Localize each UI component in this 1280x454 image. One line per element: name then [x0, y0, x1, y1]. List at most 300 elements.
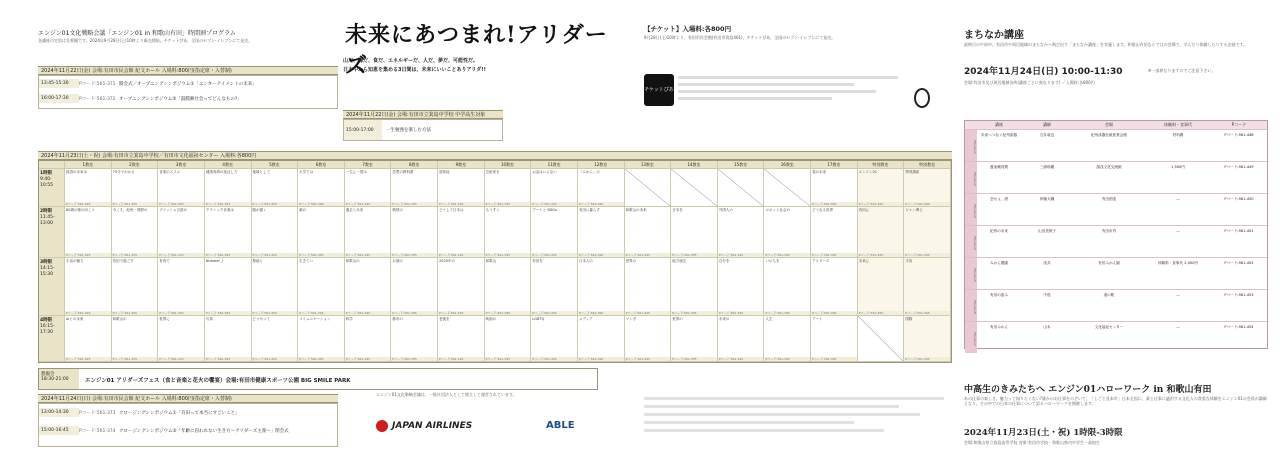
timetable-cell — [391, 207, 438, 258]
timetable-cell — [904, 169, 951, 207]
cell-course: 有田の恵み — [990, 293, 1008, 297]
cell-title: クラシック音楽は — [205, 208, 234, 212]
cell-teacher: 三浦瑠麗 — [1039, 165, 1055, 169]
tagline-1: 山だ、海だ、食だ、エネルギーだ、人だ、夢だ、可能性だ。 — [343, 58, 479, 64]
col-header: 体験料・食事代 — [1164, 122, 1192, 127]
cell-title: 老後を — [439, 317, 450, 321]
cell-title: 世界に — [159, 317, 170, 321]
cell-code: Pコード:561-395 — [391, 202, 437, 206]
party-label-cell — [39, 369, 79, 389]
cell-title: もうすぐ — [485, 208, 500, 212]
pia-logo: チケットぴあ — [644, 74, 674, 106]
cell-code: Pコード:561-453 — [1224, 293, 1254, 297]
cell-code: Pコード:561-395 — [485, 357, 531, 361]
table-row — [965, 129, 1267, 161]
cell-title: 都市の — [392, 317, 403, 321]
period-label: 2時限 — [40, 209, 53, 214]
student-time: 15:00-17:00 — [344, 120, 382, 140]
timetable-cell — [531, 316, 578, 362]
jal-text: JAPAN AIRLINES — [392, 421, 473, 431]
cell-code: Pコード:561-395 — [438, 202, 484, 206]
cell-title: 「みかん」の — [578, 170, 600, 174]
cell-code: Pコード:561-448 — [1224, 133, 1254, 137]
cell-title: 人生 — [765, 317, 773, 321]
cell-title: 世界の — [625, 259, 637, 263]
student-session — [343, 119, 503, 141]
cell-code: Pコード:561-395 — [391, 357, 437, 361]
room-header: 4教室 — [205, 161, 252, 169]
cell-title: 健康寿命の延ばし方 — [205, 170, 238, 174]
cell-title: エンジン01 — [858, 170, 878, 174]
timetable-cell — [764, 258, 811, 316]
cell-fee: — — [1176, 293, 1180, 297]
cell-venue: 文化福祉センター — [1094, 325, 1124, 329]
cell-title: 有田で過ごす — [112, 259, 134, 263]
event-logo: 未来にあつまれ!アリダーズ — [345, 22, 608, 79]
period-time: 11:45-13:00 — [40, 215, 55, 226]
session-time: 13:45-15:30 — [39, 79, 79, 88]
hellowork-title: 中高生のきみたちへ エンジン01ハローワーク in 和歌山有田 — [964, 385, 1212, 395]
cell-title: 国際 — [905, 317, 913, 321]
timetable-cell — [65, 169, 112, 207]
cell-title: 音楽のススメ — [159, 170, 181, 174]
timetable-grid — [38, 160, 952, 363]
timetable-cell — [252, 316, 299, 362]
cell-code: Pコード:561-395 — [718, 253, 764, 257]
room-header: 9教室 — [438, 161, 485, 169]
timetable-cell — [205, 169, 252, 207]
cell-title: アートと SDGs — [532, 208, 557, 212]
cell-title: 未来に — [858, 259, 870, 263]
timetable-cell — [158, 258, 205, 316]
timetable-cell — [485, 207, 532, 258]
machinaka-title: まちなか講座 — [964, 30, 1024, 41]
timetable-cell — [858, 258, 905, 316]
cell-code: Pコード:561-395 — [345, 253, 391, 257]
cell-teacher: 山本 — [1043, 325, 1051, 329]
cell-code: Pコード:561-395 — [112, 253, 158, 257]
cell-course: 醤油蔵再興 — [990, 165, 1008, 169]
timetable-cell — [65, 207, 112, 258]
timetable-cell — [158, 316, 205, 362]
ticket-details — [678, 72, 898, 122]
cell-code: Pコード:561-395 — [65, 202, 111, 206]
organizer-block — [644, 392, 944, 444]
timetable-cell — [578, 258, 625, 316]
cell-title: 地域として — [252, 170, 271, 174]
cell-title: 80歳の壁の向こう — [66, 208, 95, 212]
cell-code: Pコード:561-395 — [65, 357, 111, 361]
timetable-cell — [205, 258, 252, 316]
cell-code: Pコード:561-395 — [158, 202, 204, 206]
timetable-cell — [345, 169, 392, 207]
timetable-cell — [158, 207, 205, 258]
timetable-cell — [578, 207, 625, 258]
timetable-cell — [438, 169, 485, 207]
cell-code: Pコード:561-395 — [578, 202, 624, 206]
cell-code: Pコード:561-395 — [65, 311, 111, 315]
cell-title: マンガ — [625, 317, 637, 321]
timetable-cell — [298, 258, 345, 316]
timetable-cell — [345, 258, 392, 316]
session-row — [39, 79, 337, 88]
cell-code: Pコード:561-395 — [904, 202, 950, 206]
col-header: Pコード — [1231, 122, 1247, 127]
jal-logo — [376, 420, 472, 432]
cell-title: どうやって — [252, 317, 271, 321]
cell-fee: 体験料・食事代 2,000円 — [1157, 261, 1199, 265]
cell-code: Pコード:561-395 — [578, 311, 624, 315]
cell-title: アート — [812, 317, 823, 321]
cell-title: アリダーズ — [812, 259, 830, 263]
room-header: 2教室 — [112, 161, 159, 169]
timetable-cell — [438, 207, 485, 258]
cell-code: Pコード:561-395 — [158, 253, 204, 257]
room-header: 11教室 — [531, 161, 578, 169]
cell-tag: まちなか5 — [965, 258, 977, 289]
cell-code: Pコード:561-395 — [298, 357, 344, 361]
cell-teacher: 中島 — [1043, 293, 1051, 297]
cell-code: Pコード:561-395 — [811, 253, 857, 257]
timetable-cell — [718, 169, 765, 207]
cell-code: Pコード:561-395 — [112, 202, 158, 206]
cell-code: Pコード:561-395 — [345, 202, 391, 206]
cell-code: Pコード:561-395 — [298, 253, 344, 257]
sponsor-note: エンジン01文化戦略会議は、一般社団法人として独立して運営されています。 — [376, 392, 517, 397]
timetable-cell — [764, 316, 811, 362]
col-header: 会場 — [1105, 122, 1113, 127]
room-header: 14教室 — [671, 161, 718, 169]
cell-title: 未来の — [718, 317, 730, 321]
cell-title: 芸術家を — [485, 170, 500, 174]
cell-venue: 道の駅 — [1103, 293, 1115, 297]
cell-code: Pコード:561-395 — [811, 311, 857, 315]
cell-teacher: 浅井 — [1043, 261, 1051, 265]
cell-fee: 材料費 — [1172, 133, 1184, 137]
crane-icon — [376, 420, 388, 432]
col-header: 講師 — [1043, 122, 1051, 127]
cell-title: 世界の — [672, 317, 683, 321]
cell-fee: — — [1176, 197, 1180, 201]
cell-title: ロボット社会の — [765, 208, 790, 212]
cell-title: 戦国の — [392, 208, 403, 212]
timetable-cell — [65, 258, 112, 316]
party-row — [38, 368, 598, 390]
room-header: 10教室 — [485, 161, 532, 169]
timetable-cell — [764, 207, 811, 258]
table-row — [965, 225, 1267, 257]
session-row — [39, 426, 337, 435]
session-code: Pコード:561-373 — [79, 410, 116, 416]
session-row — [39, 408, 337, 417]
room-header: 16教室 — [764, 161, 811, 169]
cell-course: 未来へつなぐ紀州漆器 — [981, 133, 1017, 137]
period-cell — [39, 258, 65, 316]
cell-title: 脳が描く — [252, 208, 267, 212]
period-cell — [39, 169, 65, 207]
cell-title: 大学では — [299, 170, 314, 174]
cell-title: 過去と未来 — [345, 208, 364, 212]
timetable-cell — [625, 258, 672, 316]
cell-code: Pコード:561-395 — [298, 202, 344, 206]
cell-title: AIとの未来 — [66, 317, 84, 321]
cell-code: Pコード:561-395 — [904, 311, 950, 315]
cell-code: Pコード:561-395 — [718, 311, 764, 315]
timetable-cell — [531, 169, 578, 207]
cell-code: Pコード:561-395 — [531, 202, 577, 206]
cell-code: Pコード:561-395 — [205, 202, 251, 206]
timetable-cell — [298, 207, 345, 258]
session-time: 13:00-14:30 — [39, 408, 79, 417]
session-title: クロージングシンポジウム①「有田って本当にすごいこと」 — [119, 410, 240, 416]
cell-title: 地方創生 — [672, 259, 687, 263]
timetable-cell — [671, 169, 718, 207]
student-title: 一生勉強を楽しむ方法 — [386, 128, 431, 133]
cell-title: お金はいらない — [532, 170, 557, 174]
period-time: 14:15-15:30 — [40, 266, 55, 277]
cell-title: 聖地と — [252, 259, 264, 263]
machinaka-venue: 会場:有田市及び周辺地域各所(講座ごとに異なります) ／入場料:各800円 — [964, 80, 1095, 85]
session-code: Pコード:561-371 — [79, 81, 116, 87]
cell-title: 有田を — [532, 259, 543, 263]
cell-teacher: 山田美保子 — [1038, 229, 1056, 233]
cell-title: 宇宙の魅力 — [66, 259, 84, 263]
program-title: エンジン01文化戦略会議「エンジン01 in 和歌山有田」時間割プログラム — [38, 30, 236, 37]
hellowork-text: あの仕事の楽しさ、魅力って知りたくない?誰かのお仕事をのぞいて、「しごと見本市」日本全国に、業と仕事に適用する文化人の貴重な体験をエンジン01の会員が講師となり、その中での日本の仕事について語るハローワークを開催します。 — [964, 396, 1267, 406]
cell-code: Pコード:561-395 — [531, 357, 577, 361]
able-logo: ABLE — [546, 420, 575, 431]
cell-title: 和歌山の未来 — [625, 208, 647, 212]
timetable-cell — [671, 207, 718, 258]
cell-code: Pコード:561-395 — [625, 357, 671, 361]
period-cell — [39, 207, 65, 258]
cell-title: 映画の — [485, 317, 497, 321]
timetable-cell — [112, 316, 159, 362]
cell-code: Pコード:561-395 — [112, 357, 158, 361]
student-band: 2024年11月22日(金) 会場:有田市立箕島中学校 中学高生対象 — [343, 110, 503, 119]
timetable-cell — [252, 258, 299, 316]
cell-code: Pコード:561-395 — [858, 311, 904, 315]
room-header: 17教室 — [811, 161, 858, 169]
ticket-text: 9月28日(土)10時より、有田市民会館(有田市箕島461)、チケットぴあ、全国のセブン-イレブンにて発売。 — [644, 35, 836, 40]
cell-code: Pコード:561-395 — [578, 253, 624, 257]
cell-title: 科学 — [345, 317, 353, 321]
cell-title: 薬の — [299, 208, 307, 212]
cell-title: 有田で — [159, 259, 170, 263]
cell-code: Pコード:561-395 — [112, 311, 158, 315]
cell-course: 有田みかん — [990, 325, 1008, 329]
cell-code: Pコード:561-395 — [718, 357, 764, 361]
machinaka-lead: 最終日の午前中、有田市や周辺地域のまちなかへ飛び出す「まちなか講座」を実施します。和歌山有田ならではの会場で、学んだり体験したりする企画です。 — [964, 42, 1248, 47]
table-row — [965, 321, 1267, 353]
timetable-cell — [858, 169, 905, 207]
cell-title: いのちを — [765, 259, 780, 263]
timetable-cell — [391, 316, 438, 362]
cell-code: Pコード:561-395 — [764, 311, 810, 315]
timetable-cell — [904, 207, 951, 258]
room-header: 8教室 — [391, 161, 438, 169]
cell-code: Pコード:561-395 — [671, 253, 717, 257]
machinaka-date: 2024年11月24日(日) 10:00-11:30 — [964, 67, 1123, 77]
cell-venue: 有田市内 — [1101, 229, 1117, 233]
hellowork-venue: 会場:和歌山県立箕島高等学校 対象:有田市学校・和歌山県内中学生・高校生 — [964, 440, 1100, 445]
date-note: ※一部異なりますのでご注意下さい。 — [1148, 68, 1216, 73]
cell-venue: 湯浅文化交流館 — [1096, 165, 1122, 169]
room-header: 6教室 — [298, 161, 345, 169]
cell-code: Pコード:561-452 — [1224, 261, 1254, 265]
timetable-cell — [485, 316, 532, 362]
machinaka-table — [964, 120, 1268, 349]
timetable-cell — [485, 169, 532, 207]
timetable-cell — [578, 316, 625, 362]
timetable-cell — [438, 258, 485, 316]
session-time: 16:00-17:30 — [39, 94, 79, 103]
cell-code: Pコード:561-451 — [1224, 229, 1254, 233]
cell-code: Pコード:561-395 — [252, 357, 298, 361]
timetable-cell — [578, 169, 625, 207]
cell-code: Pコード:561-395 — [391, 311, 437, 315]
cell-title: 宇宙 — [905, 259, 913, 263]
cell-code: Pコード:561-395 — [904, 357, 950, 361]
timetable-cell — [298, 169, 345, 207]
session-row — [39, 94, 337, 103]
cell-title: 一生に一度は — [345, 170, 367, 174]
cell-code: Pコード:561-395 — [764, 357, 810, 361]
cell-title: 春の未来 — [812, 170, 827, 174]
cell-code: Pコード:561-395 — [625, 311, 671, 315]
cell-title: どうして日本は — [439, 208, 464, 212]
col-header — [965, 121, 977, 129]
cell-code: Pコード:561-395 — [811, 357, 857, 361]
cell-code: Pコード:561-395 — [205, 311, 251, 315]
timetable-cell — [485, 258, 532, 316]
cell-title: 特別講座 — [905, 170, 920, 174]
cell-code: Pコード:561-395 — [671, 357, 717, 361]
cell-code: Pコード:561-449 — [1224, 165, 1254, 169]
room-header: 7教室 — [345, 161, 392, 169]
cell-code: Pコード:561-395 — [625, 253, 671, 257]
ticket-title: 【チケット】入場料:各800円 — [644, 25, 732, 33]
timetable-cell — [904, 258, 951, 316]
timetable-cell — [112, 169, 159, 207]
timetable-cell — [811, 207, 858, 258]
cell-title: 外国人の — [718, 208, 733, 212]
cell-title: 2025年の — [439, 259, 455, 263]
cell-title: 有田に — [858, 208, 870, 212]
timetable-cell — [858, 207, 905, 258]
program-note: 各講座の定員は先着順です。2024年9月28日(土)10時より販売開始。チケットぴあ、全国のセブン-イレブンにて発売。 — [38, 38, 253, 43]
cell-title: コミュニケーション — [299, 317, 331, 321]
cell-venue: 有田酒造 — [1101, 197, 1117, 201]
cell-code: Pコード:561-395 — [531, 311, 577, 315]
cell-code: Pコード:561-395 — [158, 311, 204, 315]
table-row — [965, 257, 1267, 289]
timetable-cell — [904, 316, 951, 362]
cell-code: Pコード:561-395 — [252, 202, 298, 206]
period-time: 16:15-17:30 — [40, 324, 55, 335]
party-label: 懇親会 — [41, 372, 55, 377]
cell-code: Pコード:561-395 — [158, 357, 204, 361]
cell-code: Pコード:561-395 — [764, 253, 810, 257]
cell-code: Pコード:561-395 — [345, 357, 391, 361]
timetable-cell — [205, 207, 252, 258]
table-row — [965, 161, 1267, 193]
nov24-sessions — [38, 403, 338, 447]
period-label: 1時限 — [40, 171, 53, 176]
timetable-cell — [112, 207, 159, 258]
timetable-cell — [718, 207, 765, 258]
timetable-cell — [625, 169, 672, 207]
timetable-cell — [764, 169, 811, 207]
cell-tag: まちなか1 — [965, 130, 977, 161]
room-header: 特別教室 — [904, 161, 951, 169]
cell-code: Pコード:561-395 — [205, 357, 251, 361]
cell-title: グリッシュ言語の — [159, 208, 188, 212]
timetable-cell — [671, 258, 718, 316]
cell-code: Pコード:561-395 — [485, 311, 531, 315]
cell-code: Pコード:561-395 — [531, 253, 577, 257]
timetable-cell — [345, 316, 392, 362]
cell-fee: — — [1176, 325, 1180, 329]
cell-teacher: 石井竜也 — [1039, 133, 1055, 137]
cell-code: Pコード:561-395 — [65, 253, 111, 257]
room-header: 13教室 — [625, 161, 672, 169]
cell-title: 認知症 — [439, 170, 450, 174]
session-code: Pコード:561-372 — [79, 96, 116, 102]
cell-title: 自分を — [718, 259, 730, 263]
cell-code: Pコード:561-395 — [298, 311, 344, 315]
cell-title: メディア — [578, 317, 593, 321]
session-time: 15:00-16:45 — [39, 426, 79, 435]
cell-title: Number_i — [205, 259, 223, 263]
cell-title: 生きてい — [299, 259, 314, 263]
timetable-cell — [298, 316, 345, 362]
cell-tag: まちなか3 — [965, 194, 977, 225]
timetable-cell — [811, 316, 858, 362]
cell-code: Pコード:561-454 — [1224, 325, 1254, 329]
room-header: 1教室 — [65, 161, 112, 169]
cell-code: Pコード:561-395 — [391, 253, 437, 257]
cell-code: Pコード:561-395 — [345, 311, 391, 315]
nov22-sessions — [38, 75, 338, 109]
session-title: 開会式／オープニングシンポジウム①「エンターテイメントの未来」 — [119, 81, 257, 87]
table-row — [965, 193, 1267, 225]
timetable-cell — [531, 207, 578, 258]
cell-title: 今こそ、紀州・熊野の — [112, 208, 148, 212]
cell-venue: 有田みかん園 — [1098, 261, 1120, 265]
table-row — [965, 289, 1267, 321]
party-title: エンジン01 アリダーズフェス（食と音楽と花火の饗宴）会場:有田市健康スポーツ公園 BIG SMILE PARK — [85, 378, 351, 384]
cell-title: 日本を — [672, 208, 683, 212]
cell-title: 有田に暮らす — [578, 208, 600, 212]
cell-teacher: 伊藤大輔 — [1039, 197, 1055, 201]
cell-tag: まちなか4 — [965, 226, 977, 257]
timetable-cell — [811, 258, 858, 316]
cell-title: ジャン博士 — [905, 208, 923, 212]
cell-title: LGBTQ — [532, 317, 545, 321]
cell-title: 和歌山 — [485, 259, 497, 263]
table-header — [965, 121, 1267, 129]
cell-code: Pコード:561-395 — [811, 202, 857, 206]
session-title: クロージングシンポジウム②「年齢に囚われない生き方〜アリダーズ主義〜」閉会式 — [119, 428, 289, 434]
timetable-cell — [625, 316, 672, 362]
cell-title: 75分でわかる — [112, 170, 135, 174]
party-time: 18:30-21:00 — [41, 377, 69, 382]
cell-title: 和歌山の — [112, 317, 127, 321]
cell-code: Pコード:561-395 — [485, 202, 531, 206]
room-header: 12教室 — [578, 161, 625, 169]
cell-code: Pコード:561-395 — [858, 202, 904, 206]
